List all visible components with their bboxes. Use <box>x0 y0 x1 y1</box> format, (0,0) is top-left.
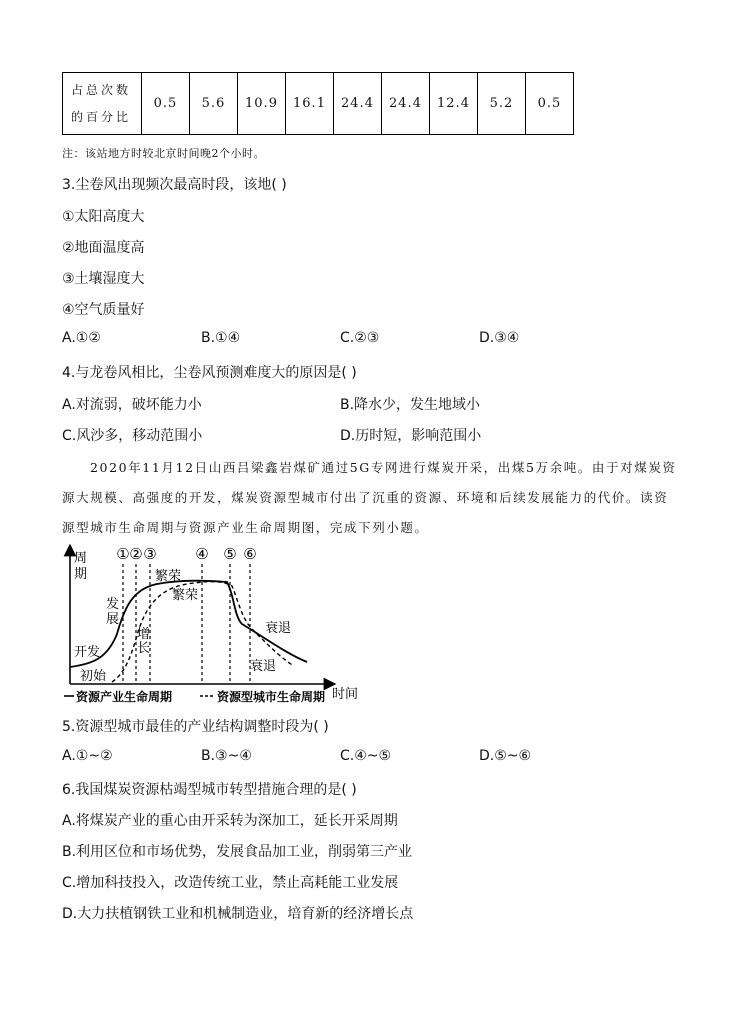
table-cell: 0.5 <box>526 73 574 135</box>
passage-line-2: 源大规模、高强度的开发，煤炭资源型城市付出了沉重的资源、环境和后续发展能力的代价。读资 <box>62 490 669 505</box>
q3-option-d[interactable]: D.③④ <box>479 330 520 346</box>
table-cell: 12.4 <box>430 73 478 135</box>
q6-option-d[interactable]: D.大力扶植钢铁工业和机械制造业，培育新的经济增长点 <box>62 906 414 922</box>
q6-option-c[interactable]: C.增加科技投入，改造传统工业，禁止高耗能工业发展 <box>62 875 399 891</box>
legend-solid-label: 资源产业生命周期 <box>76 690 173 704</box>
q5-option-d[interactable]: D.⑤~⑥ <box>479 748 532 764</box>
question-3-stem: 3.尘卷风出现频次最高时段，该地( ) <box>62 177 287 193</box>
q6-option-b[interactable]: B.利用区位和市场优势，发展食品加工业，削弱第三产业 <box>62 844 413 860</box>
y-axis-label-line-1: 周 <box>74 551 88 566</box>
stage-label-initial: 初始 <box>80 669 107 684</box>
marker-label-5: ⑤ <box>223 545 237 563</box>
marker-label-3: ③ <box>143 545 157 563</box>
marker-label-1: ① <box>116 545 130 563</box>
legend-dashed-label: 资源型城市生命周期 <box>217 690 326 704</box>
table-cell: 10.9 <box>238 73 286 135</box>
marker-label-2: ② <box>129 545 143 563</box>
row-label-line-1: 占总次数 <box>71 82 132 97</box>
q5-option-b[interactable]: B.③~④ <box>201 748 252 764</box>
q4-option-a[interactable]: A.对流弱，破坏能力小 <box>62 397 202 413</box>
table-cell: 24.4 <box>382 73 430 135</box>
table-row-header <box>63 73 142 135</box>
marker-label-6: ⑥ <box>243 545 257 563</box>
y-axis-label-line-2: 期 <box>74 567 88 582</box>
q5-option-a[interactable]: A.①~② <box>62 748 113 764</box>
table-cell: 5.6 <box>190 73 238 135</box>
question-5-stem: 5.资源型城市最佳的产业结构调整时段为( ) <box>62 719 329 735</box>
q4-option-c[interactable]: C.风沙多，移动范围小 <box>62 428 203 444</box>
stage-label-growth-line: 展 <box>106 612 120 627</box>
q3-option-c[interactable]: C.②③ <box>340 330 380 346</box>
table-cell: 0.5 <box>142 73 190 135</box>
stage-label-decline-city: 衰退 <box>250 659 277 674</box>
table-cell: 24.4 <box>334 73 382 135</box>
question-6-stem: 6.我国煤炭资源枯竭型城市转型措施合理的是( ) <box>62 782 357 798</box>
stage-label-decline-industry: 衰退 <box>265 621 292 636</box>
table-cell: 16.1 <box>286 73 334 135</box>
lifecycle-chart <box>62 544 362 709</box>
marker-lines <box>123 564 250 684</box>
q5-option-c[interactable]: C.④~⑤ <box>340 748 392 764</box>
stage-label-increase-line: 增 <box>137 627 151 642</box>
stage-label-growth-line: 发 <box>106 597 120 612</box>
table-note: 注：该站地方时较北京时间晚2个小时。 <box>62 147 265 160</box>
data-table <box>62 72 574 135</box>
marker-label-4: ④ <box>195 545 209 563</box>
stage-label-increase-line: 长 <box>137 641 151 656</box>
x-axis-label: 时间 <box>332 687 359 702</box>
passage-line-3: 源型城市生命周期与资源产业生命周期图，完成下列小题。 <box>62 520 429 535</box>
table-cell: 5.2 <box>478 73 526 135</box>
row-label-line-2: 的百分比 <box>71 109 132 124</box>
q3-option-a[interactable]: A.①② <box>62 330 101 346</box>
passage-line-1: 2020年11月12日山西吕梁鑫岩煤矿通过5G专网进行煤炭开采，出煤5万余吨。由于对煤炭资 <box>90 460 677 475</box>
q3-statement-2: ②地面温度高 <box>62 240 145 256</box>
q4-option-b[interactable]: B.降水少，发生地域小 <box>340 397 481 413</box>
table-row <box>63 73 574 135</box>
q3-statement-1: ①太阳高度大 <box>62 209 145 225</box>
q3-statement-4: ④空气质量好 <box>62 302 145 318</box>
q3-option-b[interactable]: B.①④ <box>201 330 241 346</box>
q3-statement-3: ③土壤湿度大 <box>62 271 145 287</box>
stage-label-prosperity-industry: 繁荣 <box>155 569 182 584</box>
stage-label-prosperity-city: 繁荣 <box>172 588 199 603</box>
q6-option-a[interactable]: A.将煤炭产业的重心由开采转为深加工，延长开采周期 <box>62 813 398 829</box>
q4-option-d[interactable]: D.历时短，影响范围小 <box>340 428 482 444</box>
stage-label-develop: 开发 <box>74 645 101 660</box>
question-4-stem: 4.与龙卷风相比，尘卷风预测难度大的原因是( ) <box>62 365 357 381</box>
